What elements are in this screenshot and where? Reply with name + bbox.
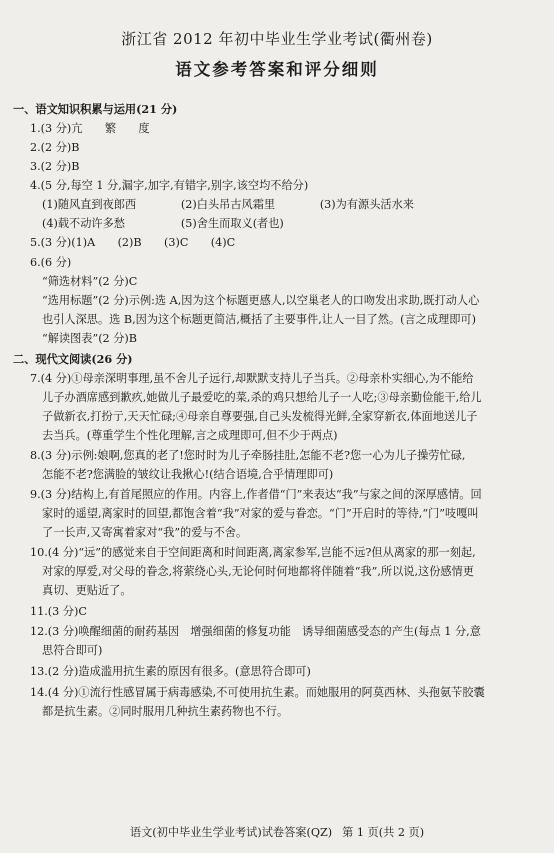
answer-line: 7.(4 分)①母亲深明事理,虽不舍儿子远行,却默默支持儿子当兵。②母亲朴实细心,为不能给	[30, 372, 474, 385]
exam-title: 浙江省 2012 年初中毕业生学业考试(衢州卷)	[121, 30, 433, 48]
answer-line: 10.(4 分)“远”的感觉来自于空间距离和时间距离,离家参军,岂能不远?但从离家的那一刻起,	[30, 546, 476, 559]
footer-page-number: 第 1 页(共 2 页)	[342, 826, 425, 839]
footer-subject: 语文(初中毕业生学业考试)试卷答案(QZ)	[129, 826, 333, 839]
answer-line: 5.(3 分)(1)A (2)B (3)C (4)C	[30, 236, 236, 249]
section-heading: 二、现代文阅读(26 分)	[13, 352, 133, 366]
answer-line: 4.(5 分,每空 1 分,漏字,加字,有错字,别字,该空均不给分)	[30, 179, 309, 192]
answer-line: “筛选材料”(2 分)C	[42, 275, 138, 288]
answer-line: 1.(3 分)亢 繁 度	[30, 122, 150, 135]
answer-line: 对家的厚爱,对父母的眷念,将萦绕心头,无论何时何地都将伴随着“我”,所以说,这份感情更	[42, 565, 474, 578]
answer-line: 都是抗生素。②同时服用几种抗生素药物也不行。	[42, 705, 289, 718]
answer-line: 儿子办酒席感到歉疚,她做儿子最爱吃的菜,杀的鸡只想给儿子一人吃;③母亲勤俭能干,给儿	[42, 391, 482, 404]
answer-line: 13.(2 分)造成滥用抗生素的原因有很多。(意思符合即可)	[30, 665, 311, 678]
section-heading: 一、语文知识积累与运用(21 分)	[13, 102, 178, 116]
answer-line: 怎能不老?您满脸的皱纹让我揪心!(结合语境,合乎情理即可)	[42, 468, 334, 481]
answer-line: 也引人深思。选 B,因为这个标题更简洁,概括了主要事件,让人一目了然。(言之成理即可)	[42, 313, 476, 326]
answer-line: 11.(3 分)C	[30, 605, 87, 618]
answer-line: 了一长声,又寄寓着家对“我”的爱与不舍。	[42, 526, 248, 539]
answer-line: 8.(3 分)示例:娘啊,您真的老了!您时时为儿子牵肠挂肚,怎能不老?您一心为儿子操劳忙碌,	[30, 449, 466, 462]
answer-line: 思符合即可)	[42, 644, 103, 657]
answer-line: 2.(2 分)B	[30, 141, 80, 154]
answer-line: 家时的遥望,离家时的回望,都饱含着“我”对家的爱与眷恋。“门”开启时的等待,“门”吱嘎叫	[42, 507, 479, 520]
answer-line: 3.(2 分)B	[30, 160, 80, 173]
answer-line: (1)随风直到夜郎西 (2)白头吊古风霜里 (3)为有源头活水来	[42, 198, 414, 211]
answer-line: “解读图表”(2 分)B	[42, 332, 138, 345]
answer-line: “选用标题”(2 分)示例:选 A,因为这个标题更感人,以空巢老人的口吻发出求助,既打动人心	[42, 294, 480, 307]
answer-line: 子做新衣,打扮亍,天天忙碌;④母亲自尊要强,自己头发梳得光鲜,全家穿新衣,体面地送儿子	[42, 410, 478, 423]
answer-line: 6.(6 分)	[30, 256, 72, 269]
answer-line: 真切、更贴近了。	[42, 584, 132, 597]
answer-line: 14.(4 分)①流行性感冒属于病毒感染,不可使用抗生素。而她服用的阿莫西林、头孢氨苄胶囊	[30, 686, 485, 699]
answer-line: 去当兵。(尊重学生个性化理解,言之成理即可,但不少于两点)	[42, 429, 338, 442]
answer-line: (4)载不动许多愁 (5)舍生而取义(者也)	[42, 217, 284, 230]
answer-line: 9.(3 分)结构上,有首尾照应的作用。内容上,作者借“门”来表达“我”与家之间的深厚感情。回	[30, 488, 482, 501]
answer-line: 12.(3 分)唤醒细菌的耐药基因 增强细菌的修复功能 诱导细菌感受态的产生(每点 1 分,意	[30, 625, 481, 638]
document-subtitle: 语文参考答案和评分细则	[175, 60, 379, 79]
page-footer	[0, 824, 554, 840]
